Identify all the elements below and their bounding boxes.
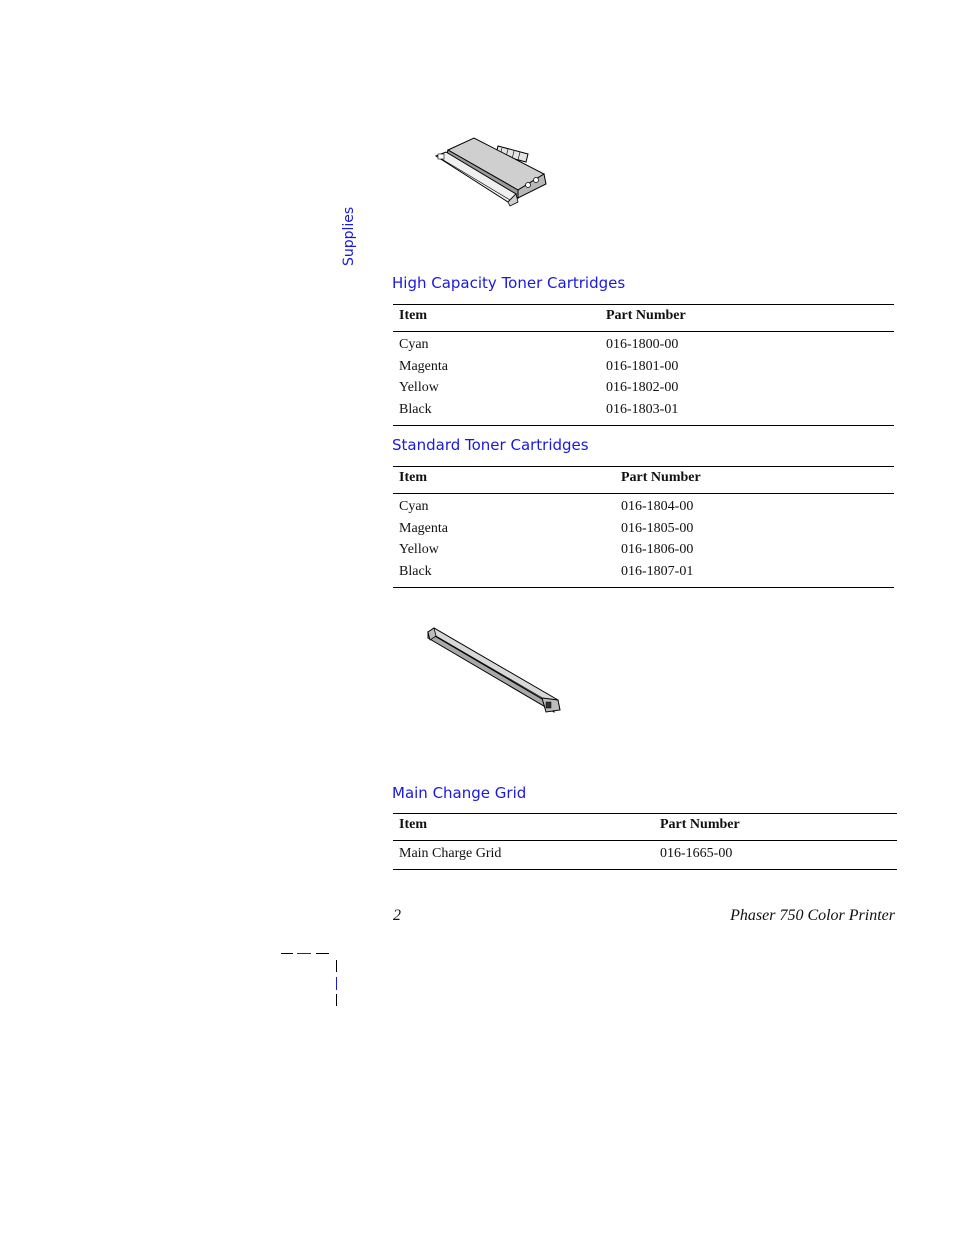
product-name: Phaser 750 Color Printer: [730, 907, 895, 924]
toner-cartridge-illustration: [432, 132, 552, 210]
standard-title: Standard Toner Cartridges: [392, 436, 589, 454]
crop-mark: [281, 953, 293, 954]
item-cell: Yellow: [399, 542, 439, 558]
table-header-row: [393, 814, 897, 841]
item-cell: Main Charge Grid: [399, 845, 502, 861]
table-row: [393, 561, 894, 587]
page-number: 2: [393, 907, 401, 924]
crop-mark: [336, 994, 337, 1006]
column-header-part-number: Part Number: [615, 467, 894, 494]
table-row: [393, 356, 894, 378]
part-number-cell: 016-1800-00: [606, 336, 679, 352]
column-header-item: Item: [393, 814, 654, 841]
part-number-cell: 016-1806-00: [621, 542, 694, 558]
high-capacity-table: [393, 304, 894, 426]
item-cell: Yellow: [399, 380, 439, 396]
item-cell: Black: [399, 563, 432, 579]
table-row: [393, 332, 894, 356]
crop-mark: [336, 960, 337, 972]
table-row: [393, 494, 894, 518]
item-cell: Magenta: [399, 358, 448, 374]
table-row: [393, 841, 897, 870]
crop-mark: [336, 977, 337, 990]
part-number-cell: 016-1803-01: [606, 401, 679, 417]
grid-title: Main Change Grid: [392, 784, 527, 802]
table-row: [393, 539, 894, 561]
table-row: [393, 399, 894, 425]
column-header-part-number: Part Number: [654, 814, 897, 841]
part-number-cell: 016-1807-01: [621, 563, 694, 579]
column-header-part-number: Part Number: [600, 305, 894, 332]
table-row: [393, 377, 894, 399]
table-row: [393, 518, 894, 540]
grid-table: [393, 813, 897, 870]
crop-mark: [316, 953, 329, 954]
item-cell: Black: [399, 401, 432, 417]
high-capacity-title: High Capacity Toner Cartridges: [392, 274, 626, 292]
part-number-cell: 016-1805-00: [621, 520, 694, 536]
part-number-cell: 016-1665-00: [660, 845, 733, 861]
item-cell: Magenta: [399, 520, 448, 536]
part-number-cell: 016-1804-00: [621, 498, 694, 514]
charge-grid-illustration: [424, 626, 564, 718]
crop-mark: [297, 953, 311, 954]
part-number-cell: 016-1801-00: [606, 358, 679, 374]
section-side-tab: Supplies: [341, 206, 357, 266]
column-header-item: Item: [393, 467, 615, 494]
standard-table: [393, 466, 894, 588]
column-header-item: Item: [393, 305, 600, 332]
table-header-row: [393, 305, 894, 332]
item-cell: Cyan: [399, 498, 429, 514]
part-number-cell: 016-1802-00: [606, 380, 679, 396]
table-header-row: [393, 467, 894, 494]
item-cell: Cyan: [399, 336, 429, 352]
